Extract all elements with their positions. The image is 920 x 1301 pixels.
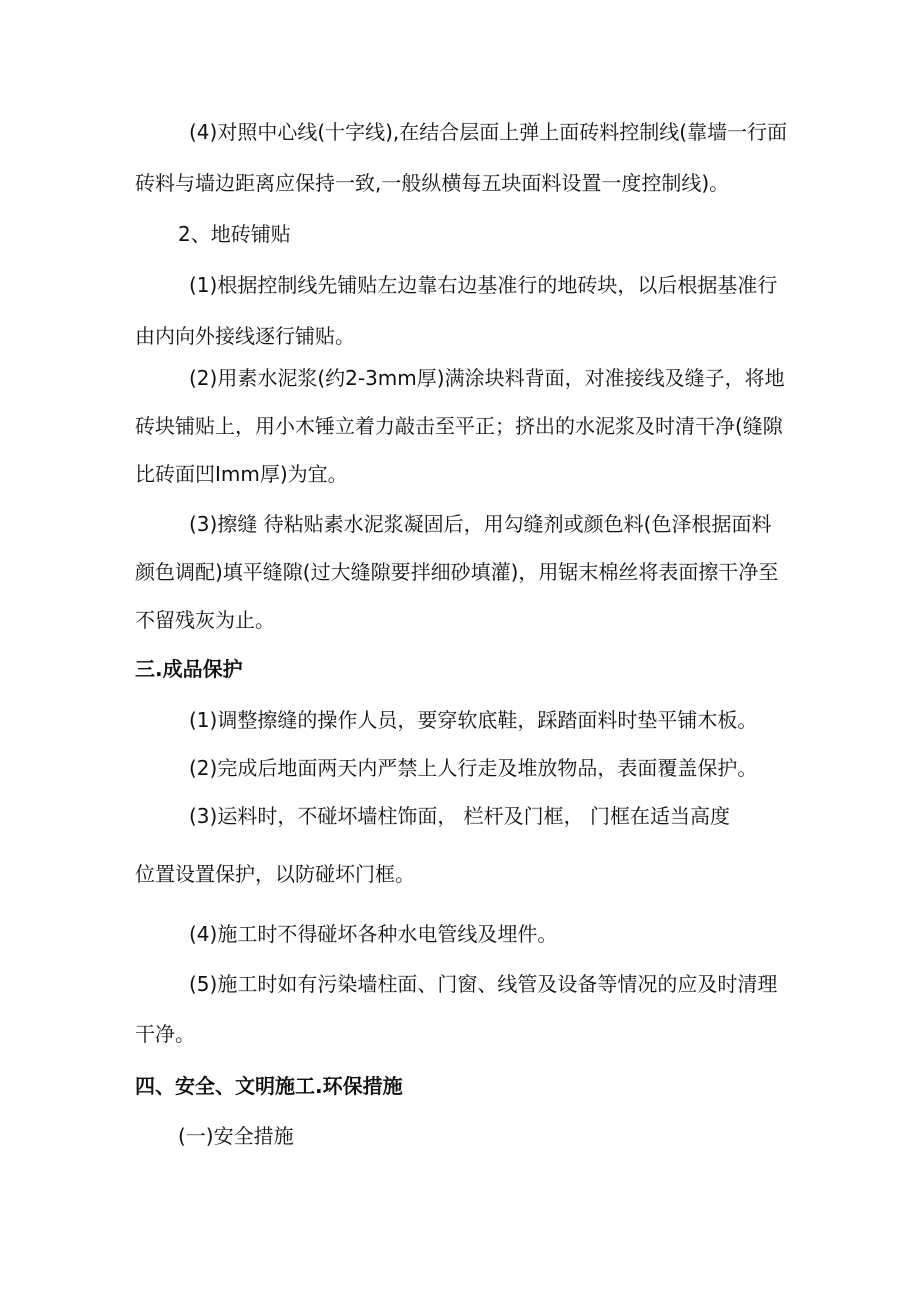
protect-item-2: (2)完成后地面两天内严禁上人行走及堆放物品，表面覆盖保护。	[189, 756, 758, 780]
floor-item-1-line-1: (1)根据控制线先铺贴左边靠右边基准行的地砖块，以后根据基准行	[189, 273, 778, 297]
floor-item-3-line-2: 颜色调配)填平缝隙(过大缝隙要拌细砂填灌)，用锯末棉丝将表面擦干净至	[135, 560, 779, 584]
heading-safety-civilization: 四、安全、文明施工.环保措施	[135, 1074, 403, 1098]
floor-item-2-line-2: 砖块铺贴上，用小木锤立着力敲击至平正；挤出的水泥浆及时清干净(缝隙	[135, 414, 783, 438]
subheading-floor-tile: 2、地砖铺贴	[178, 222, 291, 246]
protect-item-1: (1)调整擦缝的操作人员，要穿软底鞋，踩踏面料时垫平铺木板。	[189, 708, 758, 732]
protect-item-3-line-1: (3)运料时，不碰坏墙柱饰面， 栏杆及门框， 门框在适当高度	[189, 804, 731, 828]
heading-product-protection: 三.成品保护	[135, 657, 243, 681]
protect-item-5-line-1: (5)施工时如有污染墙柱面、门窗、线管及设备等情况的应及时清理	[189, 972, 778, 996]
item-4-line-2: 砖料与墙边距离应保持一致,一般纵横每五块面料设置一度控制线)。	[135, 171, 730, 195]
protect-item-5-line-2: 干净。	[135, 1022, 195, 1046]
item-4-line-1: (4)对照中心线(十字线),在结合层面上弹上面砖料控制线(靠墙一行面	[189, 120, 788, 144]
protect-item-4: (4)施工时不得碰坏各种水电管线及埋件。	[189, 922, 558, 946]
floor-item-3-line-3: 不留残灰为止。	[135, 608, 275, 632]
floor-item-2-line-1: (2)用素水泥浆(约2-3mm厚)满涂块料背面，对准接线及缝子，将地	[189, 366, 785, 390]
floor-item-2-line-3: 比砖面凹Imm厚)为宜。	[135, 462, 348, 486]
floor-item-1-line-2: 由内向外接线逐行铺贴。	[135, 324, 355, 348]
floor-item-3-line-1: (3)擦缝 待粘贴素水泥浆凝固后，用勾缝剂或颜色料(色泽根据面料	[189, 512, 772, 536]
protect-item-3-line-2: 位置设置保护，以防碰坏门框。	[135, 862, 415, 886]
subheading-safety-measures: (一)安全措施	[178, 1124, 294, 1148]
